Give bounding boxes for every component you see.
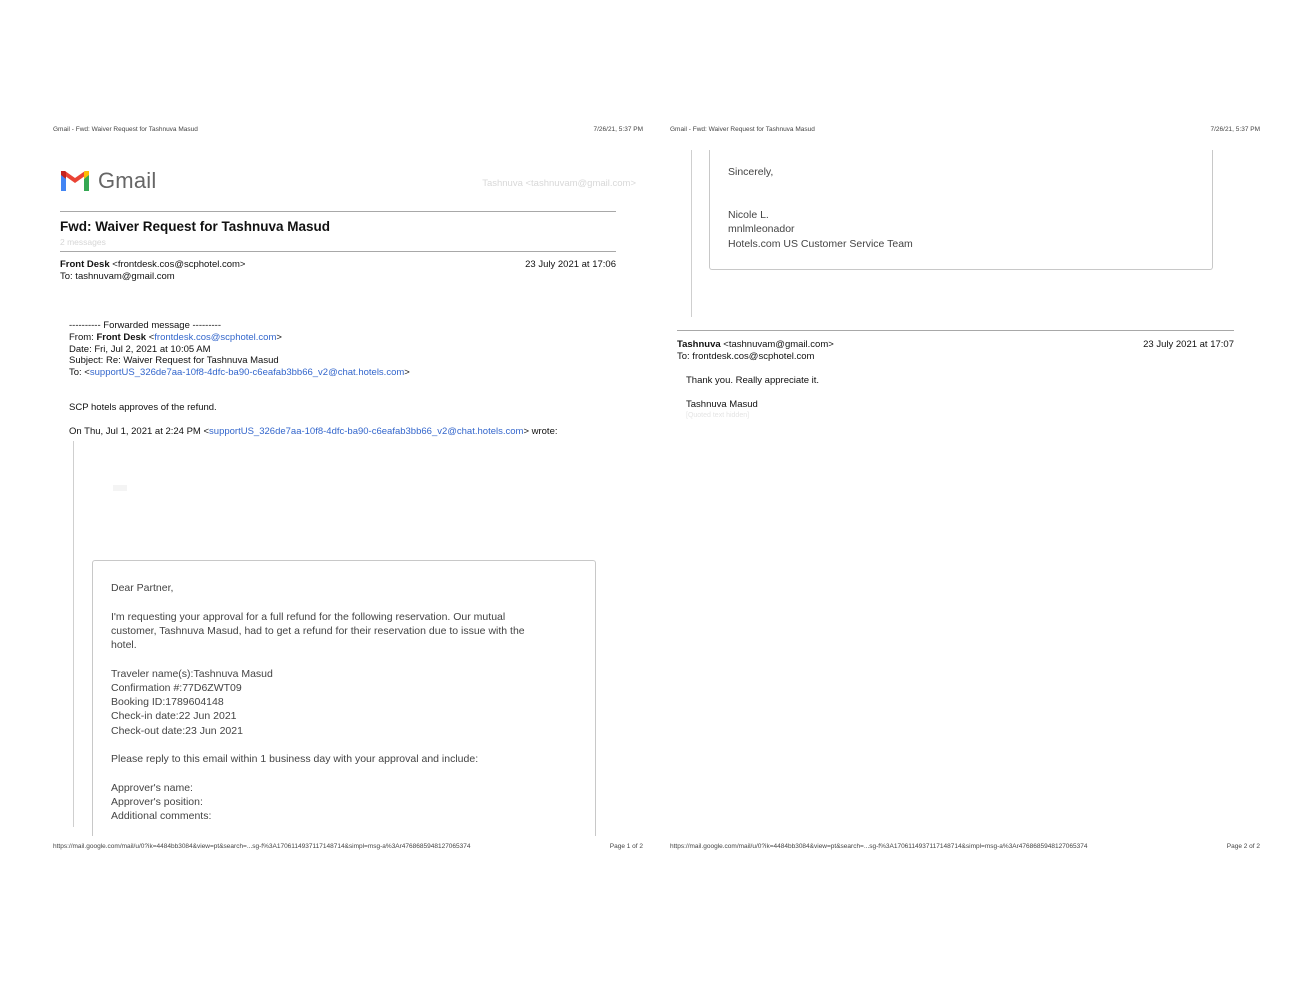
booking-id: Booking ID:1789604148 xyxy=(111,696,224,709)
gmail-m-icon xyxy=(59,169,91,193)
message-1-meta xyxy=(60,259,616,283)
quote-attribution: On Thu, Jul 1, 2021 at 2:24 PM <supportUS_326de7aa-10f8-4dfc-ba90-c6eafab3bb66_v2@chat.hotels.com> wrote: xyxy=(69,426,558,437)
forwarded-from: From: Front Desk <frontdesk.cos@scphotel.com> xyxy=(69,331,282,343)
check-out-date: Check-out date:23 Jun 2021 xyxy=(111,724,243,737)
forwarded-header xyxy=(69,320,410,379)
print-header-timestamp: 7/26/21, 5:37 PM xyxy=(593,126,643,133)
print-footer-page: Page 2 of 2 xyxy=(1226,843,1260,850)
signature-card xyxy=(709,150,1213,270)
forwarded-line: ---------- Forwarded message --------- xyxy=(69,320,221,331)
additional-comments-field: Additional comments: xyxy=(111,810,212,823)
quote-bar xyxy=(73,441,74,827)
message-1-sender-name: Front Desk xyxy=(60,259,110,270)
message-2-to: To: frontdesk.cos@scphotel.com xyxy=(677,351,815,362)
reply-request: Please reply to this email within 1 business day with your approval and include: xyxy=(111,753,479,766)
quote-attribution-email-link[interactable]: supportUS_326de7aa-10f8-4dfc-ba90-c6eafab3bb66_v2@chat.hotels.com xyxy=(209,426,524,437)
check-in-date: Check-in date:22 Jun 2021 xyxy=(111,710,237,723)
signature-closing: Sincerely, xyxy=(728,166,774,178)
message-2-date: 23 July 2021 at 17:07 xyxy=(1143,339,1234,350)
print-footer-url: https://mail.google.com/mail/u/0?ik=4484bb3084&view=pt&search=...sg-f%3A1706114937117148714&simpl=msg-a%3Ar4768685948127065374 xyxy=(670,843,1088,850)
signature-name: Nicole L. xyxy=(728,209,769,222)
message-1-body: SCP hotels approves of the refund. xyxy=(69,402,217,413)
forwarded-date: Date: Fri, Jul 2, 2021 at 10:05 AM xyxy=(69,343,211,355)
quoted-greeting: Dear Partner, xyxy=(111,582,174,594)
divider xyxy=(60,251,616,252)
approver-name-field: Approver's name: xyxy=(111,782,193,795)
print-header-title: Gmail - Fwd: Waiver Request for Tashnuva Masud xyxy=(53,126,198,133)
quoted-email-card xyxy=(92,560,596,836)
message-2-sender-name: Tashnuva xyxy=(677,339,721,350)
message-count: 2 messages xyxy=(60,237,106,247)
forwarded-subject: Subject: Re: Waiver Request for Tashnuva Masud xyxy=(69,355,279,367)
reservation-details xyxy=(111,667,525,738)
forwarded-to: To: <supportUS_326de7aa-10f8-4dfc-ba90-c6eafab3bb66_v2@chat.hotels.com> xyxy=(69,367,410,379)
page-1 xyxy=(53,120,643,860)
approver-position-field: Approver's position: xyxy=(111,796,203,809)
message-2-body: Thank you. Really appreciate it. xyxy=(686,375,820,386)
traveler-name: Traveler name(s):Tashnuva Masud xyxy=(111,667,273,680)
gmail-logo-text: Gmail xyxy=(98,168,157,193)
divider xyxy=(677,330,1234,331)
thread-subject: Fwd: Waiver Request for Tashnuva Masud xyxy=(60,219,331,234)
confirmation-number: Confirmation #:77D6ZWT09 xyxy=(111,682,242,695)
account-label: Tashnuva <tashnuvam@gmail.com> xyxy=(482,178,636,189)
print-header xyxy=(53,126,643,133)
faint-mark xyxy=(113,485,127,491)
quote-bar xyxy=(691,150,692,317)
message-1-sender-email: <frontdesk.cos@scphotel.com> xyxy=(112,259,246,270)
message-2-meta xyxy=(677,339,1234,363)
print-header-timestamp: 7/26/21, 5:37 PM xyxy=(1210,126,1260,133)
quoted-text-hidden-link[interactable]: [Quoted text hidden] xyxy=(686,412,750,419)
signature-username: mnlmleonador xyxy=(728,223,795,236)
approval-fields xyxy=(111,781,525,824)
print-header xyxy=(670,126,1260,133)
forwarded-to-email-link[interactable]: supportUS_326de7aa-10f8-4dfc-ba90-c6eafab3bb66_v2@chat.hotels.com xyxy=(89,367,405,379)
message-1-to: To: tashnuvam@gmail.com xyxy=(60,271,175,282)
forwarded-from-email-link[interactable]: frontdesk.cos@scphotel.com xyxy=(154,331,277,343)
signature-team: Hotels.com US Customer Service Team xyxy=(728,237,913,250)
message-2-sender-email: <tashnuvam@gmail.com> xyxy=(723,339,834,350)
page-2 xyxy=(670,120,1260,860)
print-header-title: Gmail - Fwd: Waiver Request for Tashnuva Masud xyxy=(670,126,815,133)
divider xyxy=(60,211,616,212)
message-1-date: 23 July 2021 at 17:06 xyxy=(525,259,616,270)
message-2-signature: Tashnuva Masud xyxy=(686,399,758,410)
print-footer-url: https://mail.google.com/mail/u/0?ik=4484bb3084&view=pt&search=...sg-f%3A1706114937117148714&simpl=msg-a%3Ar4768685948127065374 xyxy=(53,843,471,850)
print-footer xyxy=(670,843,1260,850)
quoted-request: I'm requesting your approval for a full refund for the following reservation. Our mutual customer, Tashnuva Masud, had to get a refund for their reservation due to issue with the hotel. xyxy=(111,610,525,652)
gmail-logo xyxy=(59,168,156,194)
print-footer xyxy=(53,843,643,850)
print-footer-page: Page 1 of 2 xyxy=(609,843,643,850)
forwarded-from-name: Front Desk xyxy=(96,331,147,343)
